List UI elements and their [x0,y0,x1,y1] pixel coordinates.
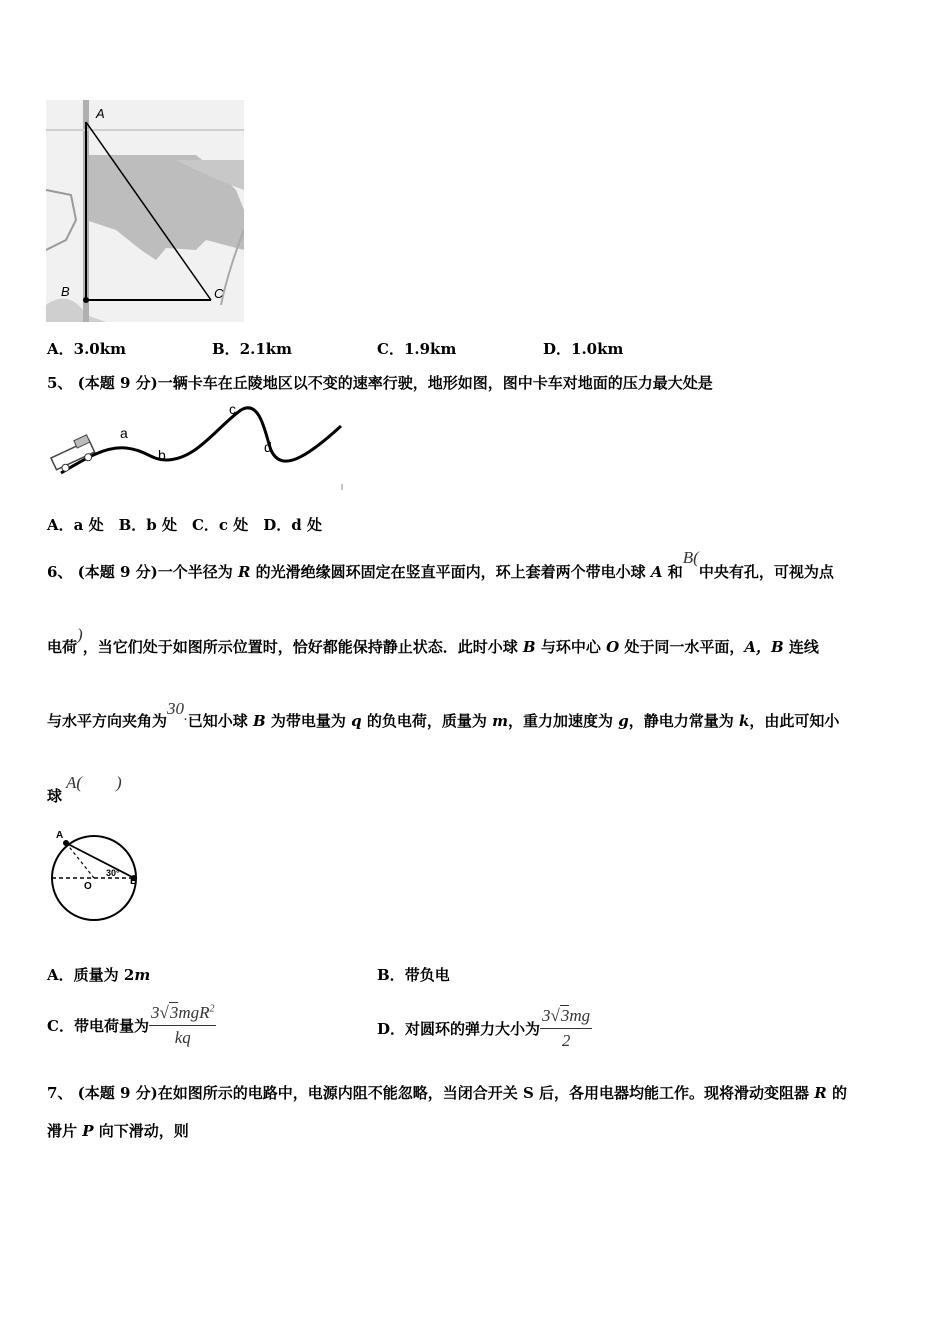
q6-line2: 电荷)，当它们处于如图所示位置时，恰好都能保持静止状态．此时小球 B 与环中心 O 处于同一水平面，A，B 连线 [47,625,819,656]
force-fraction: $\frac{3√3mg}{2}$ [542,1005,591,1050]
q7-line1: 7、 (本题 9 分)在如图所示的电路中，电源内阻不能忽略，当闭合开关 S 后，各用电器均能工作。现将滑动变阻器 R 的 [47,1084,847,1102]
terrain-figure [46,398,346,493]
q4-option-d[interactable]: D．1.0km [543,340,624,358]
truck-icon [48,435,96,475]
q4-option-a[interactable]: A．3.0km [47,340,127,358]
q7-line2: 滑片 P 向下滑动，则 [47,1122,189,1140]
q5-options[interactable]: A．a 处 B．b 处 C．c 处 D．d 处 [47,516,322,534]
q6-line4: 球 [47,787,63,805]
q6-line3: 与水平方向夹角为30.已知小球 B 为带电量为 q 的负电荷，质量为 m，重力加速度为 g，静电力常量为 k，由此可知小 [47,699,840,730]
map-label-c: C [214,286,224,301]
terrain-label-a: a [120,425,128,441]
q6-option-a[interactable]: A．质量为 2m [47,966,151,984]
terrain-label-c: c [229,401,236,417]
terrain-label-b: b [158,447,166,463]
map-label-b: B [61,284,70,299]
q5-stem: 5、 (本题 9 分)一辆卡车在丘陵地区以不变的速率行驶，地形如图，图中卡车对地面的压力最大处是 [47,374,713,392]
ring-label-o: O [84,881,92,892]
q6-answer-blank: A( ) [66,773,122,792]
map-figure [46,100,244,322]
ring-label-a: A [56,830,64,841]
q6-option-c[interactable]: C． 带电荷量为 $\frac{3√3mgR^2}{kq}$ [47,1002,215,1047]
map-label-a: A [96,106,105,121]
q6-option-d[interactable]: D． 对圆环的弹力大小为 $\frac{3√3mg}{2}$ [377,1005,591,1050]
q6-line1: 6、 (本题 9 分)一个半径为 R 的光滑绝缘圆环固定在竖直平面内，环上套着两个带电小球 A 和B(中央有孔，可视为点 [47,548,834,581]
q6-option-b[interactable]: B．带负电 [377,966,450,984]
ring-figure [44,826,144,922]
terrain-label-d: d [264,439,272,455]
ring-angle-label: 30° [106,868,120,878]
q4-option-c[interactable]: C．1.9km [377,340,457,358]
q4-option-b[interactable]: B．2.1km [212,340,293,358]
charge-fraction: $\frac{3√3mgR^2}{kq}$ [150,1002,215,1047]
ring-label-b: B [130,876,138,887]
